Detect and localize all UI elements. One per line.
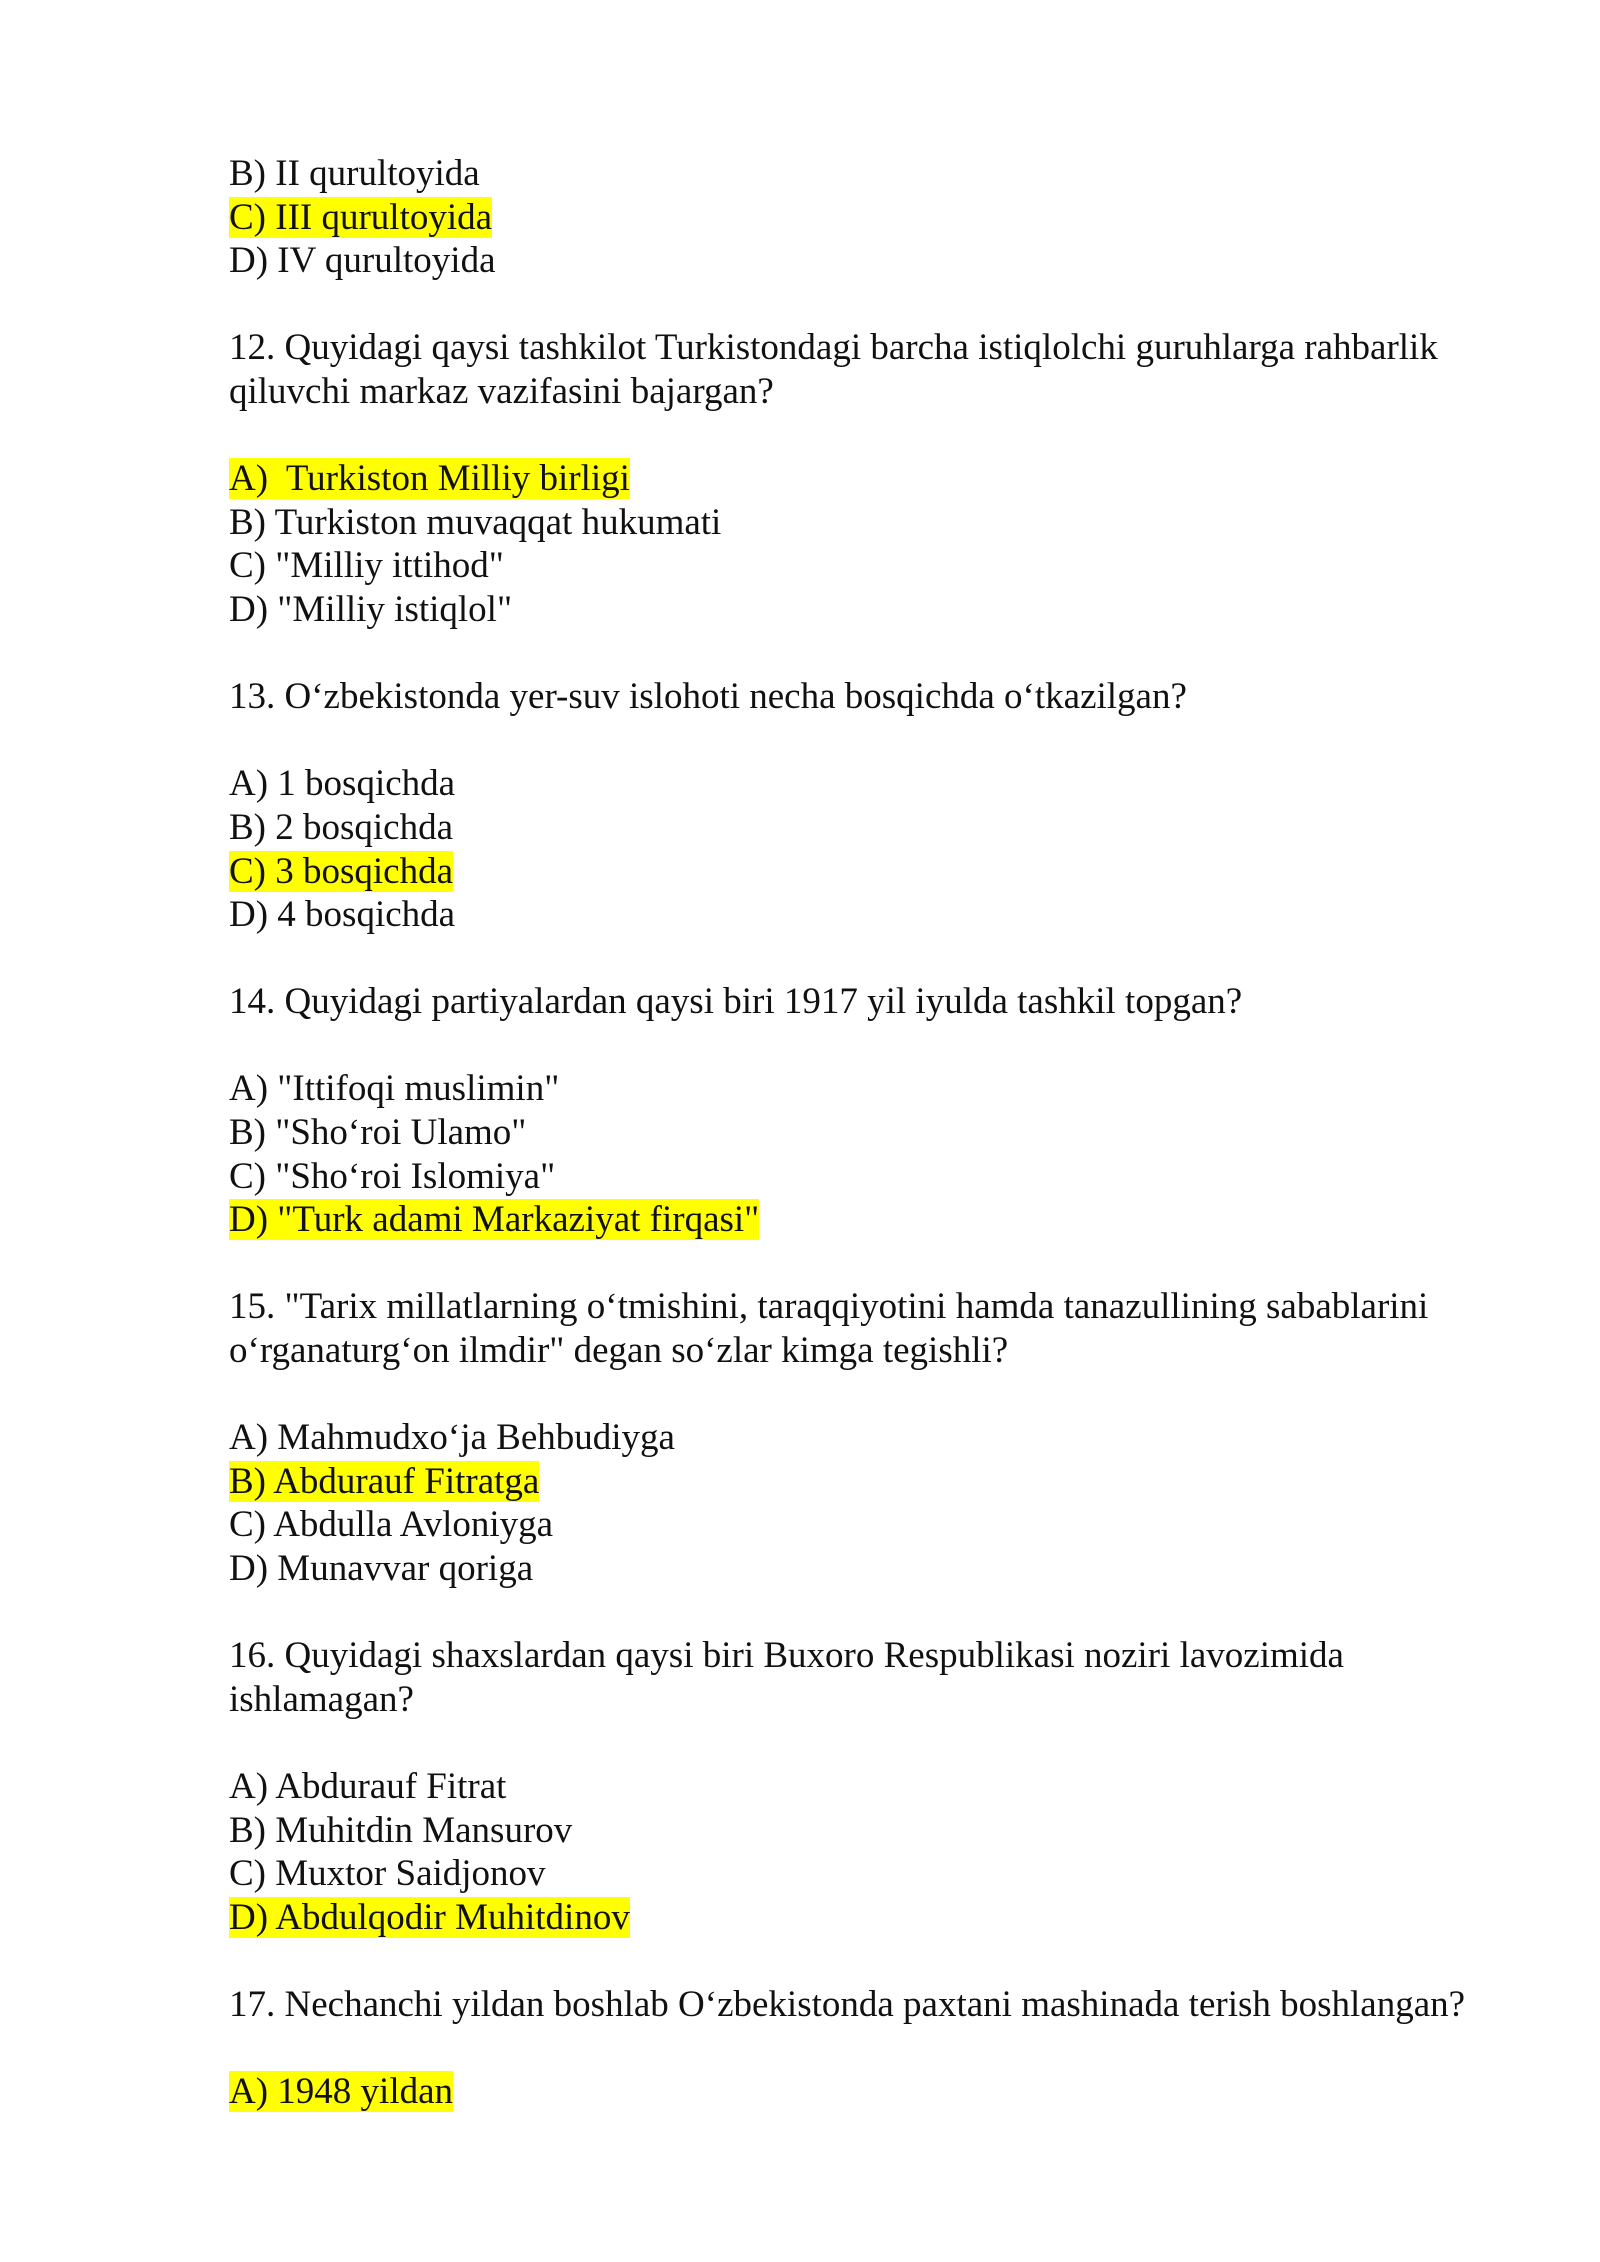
option-text-highlighted: D) "Turk adami Markaziyat firqasi"	[229, 1199, 760, 1241]
option-line	[229, 1547, 1529, 1591]
option-text: D) Munavvar qoriga	[229, 1548, 534, 1589]
option-line	[229, 1416, 1529, 1460]
question-block-17	[229, 1983, 1529, 2114]
question-block-13	[229, 675, 1529, 937]
question-text: 15. "Tarix millatlarning o‘tmishini, taraqqiyotini hamda tanazullining sabablarini o‘rganaturg‘on ilmdir" degan so‘zlar kimga tegishli?	[229, 1286, 1429, 1372]
spacer	[229, 283, 1529, 327]
option-text-highlighted: A) Turkiston Milliy birligi	[229, 458, 630, 500]
option-text: A) "Ittifoqi muslimin"	[229, 1068, 560, 1110]
option-line	[229, 850, 1529, 894]
question-block-12	[229, 326, 1529, 631]
option-text: B) Turkiston muvaqqat hukumati	[229, 501, 722, 543]
document-page	[229, 152, 1529, 2114]
option-line	[229, 1460, 1529, 1504]
option-line	[229, 806, 1529, 850]
option-line	[229, 893, 1529, 937]
option-line	[229, 1198, 1529, 1242]
spacer	[229, 1721, 1529, 1765]
option-text: D) 4 bosqichda	[229, 894, 456, 936]
option-text-highlighted: B) Abdurauf Fitratga	[229, 1460, 540, 1502]
option-text-highlighted: C) III qurultoyida	[229, 196, 493, 238]
option-line	[229, 762, 1529, 806]
option-line	[229, 588, 1529, 632]
question-block-16	[229, 1634, 1529, 1939]
option-line	[229, 1111, 1529, 1155]
option-text: B) II qurultoyida	[229, 153, 480, 194]
option-text: B) 2 bosqichda	[229, 806, 454, 848]
spacer	[229, 937, 1529, 981]
spacer	[229, 414, 1529, 458]
option-line	[229, 1809, 1529, 1853]
question-text: 13. O‘zbekistonda yer-suv islohoti necha bosqichda o‘tkazilgan?	[229, 676, 1187, 718]
option-text: A) Mahmudxo‘ja Behbudiyga	[229, 1417, 675, 1459]
question-block-14	[229, 980, 1529, 1242]
spacer	[229, 719, 1529, 763]
option-text-highlighted: A) 1948 yildan	[229, 2071, 454, 2113]
question-text: 17. Nechanchi yildan boshlab O‘zbekistonda paxtani mashinada terish boshlangan?	[229, 1983, 1466, 2025]
option-line	[229, 152, 1529, 196]
option-text: A) 1 bosqichda	[229, 763, 456, 805]
spacer	[229, 1591, 1529, 1635]
option-line	[229, 239, 1529, 283]
option-text: D) "Milliy istiqlol"	[229, 588, 513, 630]
spacer	[229, 1024, 1529, 1068]
option-line	[229, 501, 1529, 545]
option-line	[229, 1896, 1529, 1940]
question-block-15	[229, 1285, 1529, 1590]
option-line	[229, 1852, 1529, 1896]
spacer	[229, 1373, 1529, 1417]
option-line	[229, 1765, 1529, 1809]
option-line	[229, 1155, 1529, 1199]
option-line	[229, 196, 1529, 240]
option-text: C) Abdulla Avloniyga	[229, 1504, 554, 1546]
option-text: C) "Milliy ittihod"	[229, 545, 504, 587]
option-text: B) Muhitdin Mansurov	[229, 1809, 573, 1851]
prev-question-options	[229, 152, 1529, 283]
option-line	[229, 457, 1529, 501]
spacer	[229, 2027, 1529, 2071]
option-text-highlighted: C) 3 bosqichda	[229, 850, 454, 892]
option-text: C) Muxtor Saidjonov	[229, 1853, 546, 1895]
option-text: B) "Sho‘roi Ulamo"	[229, 1112, 527, 1154]
spacer	[229, 1939, 1529, 1983]
option-text: D) IV qurultoyida	[229, 240, 496, 282]
option-line	[229, 1503, 1529, 1547]
option-text: C) "Sho‘roi Islomiya"	[229, 1155, 556, 1197]
question-text: 14. Quyidagi partiyalardan qaysi biri 1917 yil iyulda tashkil topgan?	[229, 981, 1243, 1023]
question-text: 12. Quyidagi qaysi tashkilot Turkistondagi barcha istiqlolchi guruhlarga rahbarlik qiluvchi markaz vazifasini bajargan?	[229, 327, 1438, 412]
spacer	[229, 1242, 1529, 1286]
question-text: 16. Quyidagi shaxslardan qaysi biri Buxoro Respublikasi noziri lavozimida ishlamagan?	[229, 1635, 1344, 1720]
option-line	[229, 544, 1529, 588]
option-text: A) Abdurauf Fitrat	[229, 1765, 507, 1807]
option-line	[229, 2070, 1529, 2114]
spacer	[229, 632, 1529, 676]
option-text-highlighted: D) Abdulqodir Muhitdinov	[229, 1896, 630, 1938]
option-line	[229, 1067, 1529, 1111]
